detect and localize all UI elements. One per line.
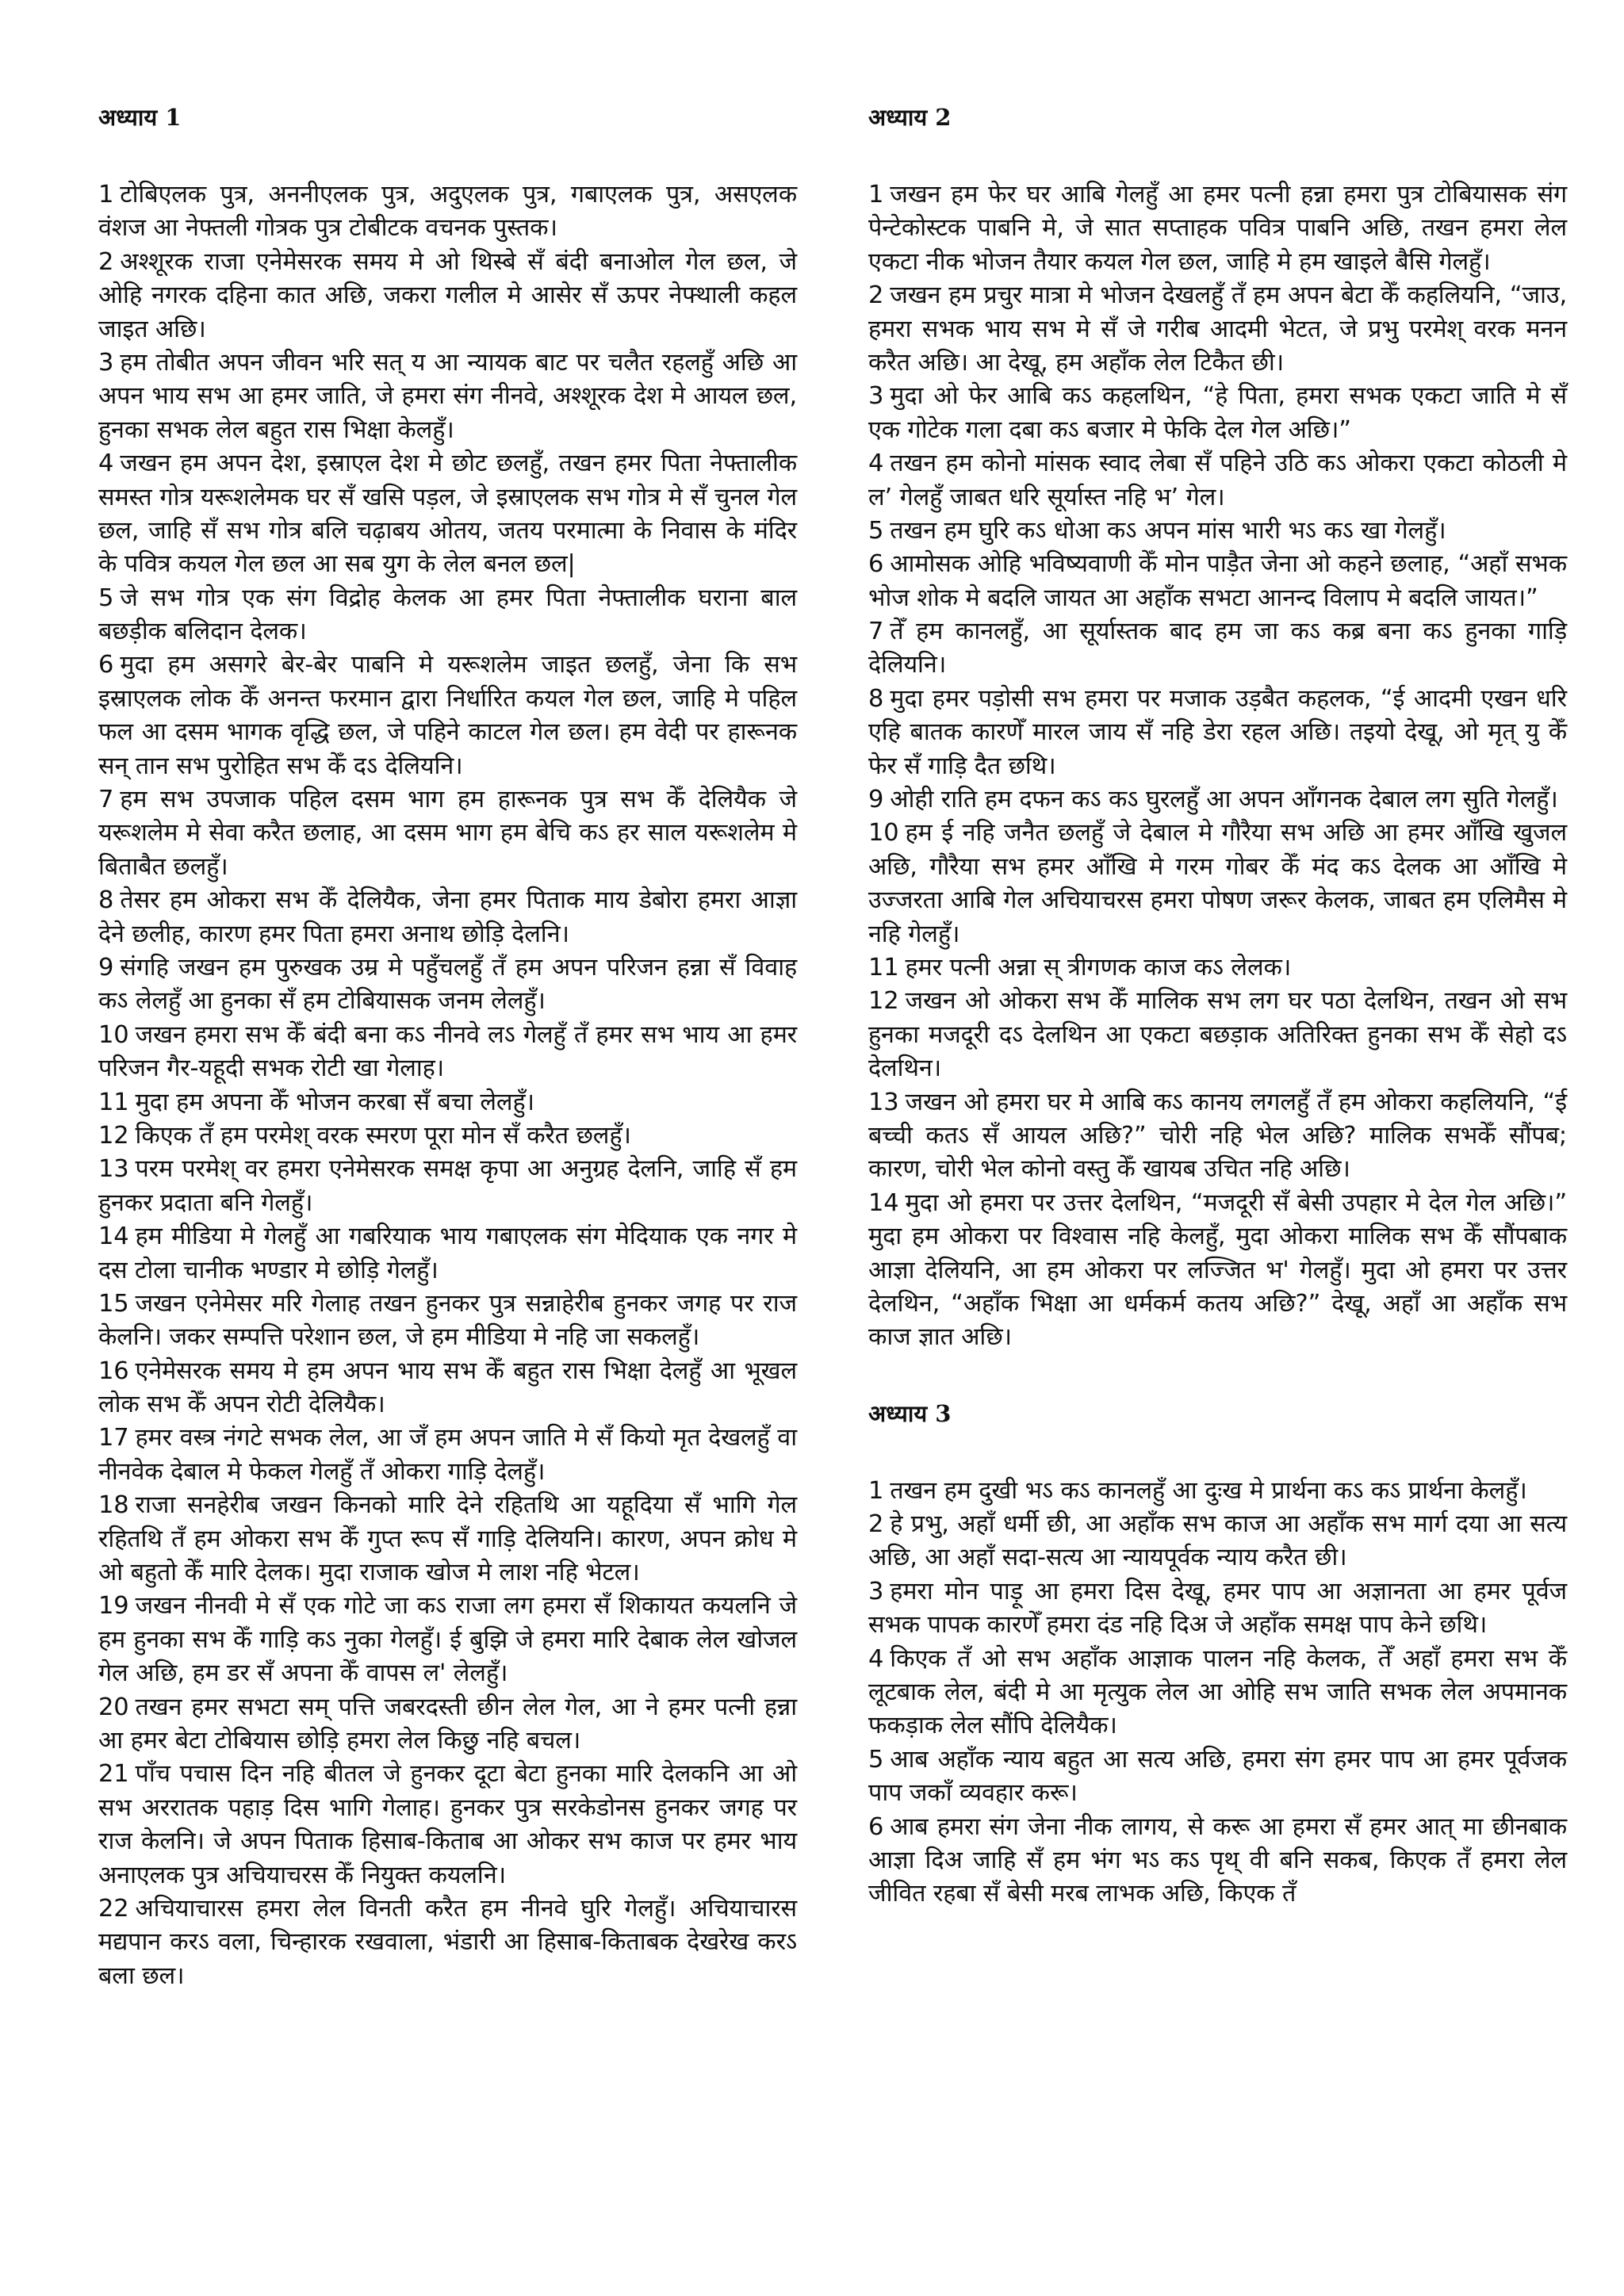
verse-number: 17 [98,1424,129,1452]
verse [868,380,1567,447]
verse-text: जखन एनेमेसर मरि गेलाह तखन हुनकर पुत्र सन्नाहेरीब हुनकर जगह पर राज केलनि। जकर सम्पत्ति परेशान छल, जे हम मीडिया मे नहि जा सकलहुँ। [98,1289,797,1352]
verse [98,1892,797,1993]
verse-number: 12 [98,1121,129,1150]
verse [98,1422,797,1489]
verse-text: किएक तँ हम परमेश्‌ वरक स्मरण पूरा मोन सँ करैत छलहुँ। [135,1121,631,1150]
verse [98,447,797,582]
verse-number: 9 [98,953,114,982]
chapter-heading: अध्याय 3 [868,1399,952,1427]
verse-text: तखन हम घुरि कऽ धोआ कऽ अपन मांस भारी भऽ कऽ खा गेलहुँ। [890,516,1446,545]
verse [868,683,1567,783]
verse-number: 19 [98,1592,129,1621]
verse-number: 14 [868,1188,899,1217]
verse [98,1288,797,1355]
verse-number: 20 [98,1693,129,1721]
verse-number: 10 [868,819,899,848]
verse-number: 5 [868,516,884,545]
verse-text: जखन हमरा सभ केँ बंदी बना कऽ नीनवे लऽ गेलहुँ तँ हमर सभ भाय आ हमर परिजन गैर-यहूदी सभक रोटी खा गेलाह। [98,1020,797,1083]
verse [868,615,1567,683]
verse-number: 3 [868,382,884,411]
verse-number: 3 [98,348,114,377]
verse [868,178,1567,279]
verse-number: 11 [868,953,899,982]
verse-text: मुदा ओ फेर आबि कऽ कहलथिन, “हे पिता, हमरा सभक एकटा जाति मे सँ एक गोटेक गला दबा कऽ बजार मे फेकि देल गेल अछि।” [868,382,1567,444]
verse [98,1153,797,1220]
verse-text: हम तोबीत अपन जीवन भरि सत्‌ य आ न्यायक बाट पर चलैत रहलहुँ अछि आ अपन भाय सभ आ हमर जाति, जे हमरा संग नीनवे, अश्शूरक देश मे आयल छल, हुनका सभक लेल बहुत रास भिक्षा केलहुँ। [98,348,797,444]
verse [868,951,1567,985]
verse-number: 2 [868,281,884,310]
verse-text: आमोसक ओहि भविष्यवाणी केँ मोन पाड़ैत जेना ओ कहने छलाह, “अहाँ सभक भोज शोक मे बदलि जायत आ अहाँक सभटा आनन्द विलाप मे बदलि जायत।” [868,550,1567,612]
verse-number: 7 [98,786,114,814]
verse-number: 6 [868,1812,884,1841]
verse-text: परम परमेश्‌ वर हमरा एनेमेसरक समक्ष कृपा आ अनुग्रह देलनि, जाहि सँ हम हुनकर प्रदाता बनि गेलहुँ। [98,1155,797,1217]
verse [868,447,1567,515]
verse-number: 5 [868,1745,884,1774]
verse-text: पाँच पचास दिन नहि बीतल जे हुनकर दूटा बेटा हुनका मारि देलकनि आ ओ सभ अररातक पहाड़ दिस भागि गेलाह। हुनकर पुत्र सरकेडोनस हुनकर जगह पर राज केलनि। जे अपन पिताक हिसाब-किताब आ ओकर सभ काज पर हमर भाय अनाएलक पुत्र अचियाचरस केँ नियुक्त कयलनि। [98,1760,797,1889]
verse-number: 12 [868,987,899,1016]
verse-number: 2 [98,247,114,276]
verse [868,817,1567,951]
verse-text: तेँ हम कानलहुँ, आ सूर्यास्तक बाद हम जा कऽ कब्र बना कऽ हुनका गाड़ि देलियनि। [868,618,1567,679]
verse-text: ओही राति हम दफन कऽ कऽ घुरलहुँ आ अपन आँगनक देबाल लग सुति गेलहुँ। [890,786,1558,814]
text-column [868,94,1567,2296]
verse-number: 8 [98,886,114,915]
verse [868,1508,1567,1575]
verse [98,246,797,346]
verse-text: जखन ओ ओकरा सभ केँ मालिक सभ लग घर पठा देलथिन, तखन ओ सभ हुनका मजदूरी दऽ देलथिन आ एकटा बछड़ाक अतिरिक्त हुनका सभ केँ सेहो दऽ देलथिन। [868,987,1567,1083]
verse [98,178,797,246]
chapter-section [868,1399,1567,1911]
verse-text: हमर पत्नी अन्ना स्‌ त्रीगणक काज कऽ लेलक। [905,953,1292,982]
verse-text: हमरा मोन पाड़ू आ हमरा दिस देखू, हमर पाप आ अज्ञानता आ हमर पूर्वज सभक पापक कारणेँ हमरा दंड नहि दिअ जे अहाँक समक्ष पाप केने छथि। [868,1577,1567,1640]
verse-number: 2 [868,1510,884,1539]
verse-number: 22 [98,1894,129,1923]
verse-number: 18 [98,1491,129,1520]
verse-number: 5 [98,584,114,612]
verse [868,985,1567,1085]
chapter-heading: अध्याय 2 [868,104,952,131]
verse [868,1743,1567,1811]
verse [868,515,1567,548]
verse-number: 16 [98,1357,129,1385]
chapter-section [868,106,1567,1355]
verse-number: 9 [868,786,884,814]
verse [868,783,1567,817]
verse-number: 4 [98,450,114,478]
verse [98,582,797,649]
verse-number: 21 [98,1760,129,1789]
verse [868,1575,1567,1643]
verse [98,1489,797,1590]
verse [98,783,797,884]
verse-text: टोबिएलक पुत्र, अननीएलक पुत्र, अदुएलक पुत्र, गबाएलक पुत्र, असएलक वंशज आ नेफ्तली गोत्रक पुत्र टोबीटक वचनक पुस्तक। [98,181,797,243]
verse-text: जखन हम अपन देश, इस्राएल देश मे छोट छलहुँ, तखन हमर पिता नेफ्तालीक समस्त गोत्र यरूशलेमक घर सँ खसि पड़ल, जे इस्राएलक सभ गोत्र मे सँ चुनल गेल छल, जाहि सँ सभ गोत्र बलि चढ़ाबय ओतय, जतय परमात्मा के निवास के मंदिर के पवित्र कयल गेल छल आ सब युग के लेल बनल छल| [98,450,797,579]
verse [98,951,797,1019]
verse [98,1019,797,1086]
verse-text: जखन हम प्रचुर मात्रा मे भोजन देखलहुँ तँ हम अपन बेटा केँ कहलियनि, “जाउ, हमरा सभक भाय सभ मे सँ जे गरीब आदमी भेटत, जे प्रभु परमेश्‌ वरक मनन करैत अछि। आ देखू, हम अहाँक लेल टिकैत छी। [868,281,1567,377]
verse-text: हम ई नहि जनैत छलहुँ जे देबाल मे गौरैया सभ अछि आ हमर आँखि खुजल अछि, गौरैया सभ हमर आँखि मे गरम गोबर केँ मंद कऽ देलक आ आँखि मे उज्जरता आबि गेल अचियाचरस हमरा पोषण जरूर केलक, जाबत हम एलिमैस मे नहि गेलहुँ। [868,819,1567,948]
verse-text: संगहि जखन हम पुरुखक उम्र मे पहुँचलहुँ तँ हम अपन परिजन हन्ना सँ विवाह कऽ लेलहुँ आ हुनका सँ हम टोबियासक जनम लेलहुँ। [98,953,797,1016]
verse [98,1691,797,1758]
verse [868,1643,1567,1743]
chapter-heading: अध्याय 1 [98,104,182,131]
verse-text: हे प्रभु, अहाँ धर्मी छी, आ अहाँक सभ काज आ अहाँक सभ मार्ग दया आ सत्य अछि, आ अहाँ सदा-सत्य आ न्यायपूर्वक न्याय करैत छी। [868,1510,1567,1572]
verse [98,1758,797,1892]
verse-number: 1 [98,181,114,209]
verse [98,1119,797,1153]
verse-number: 13 [98,1155,129,1184]
verse [98,649,797,783]
verse [868,1811,1567,1911]
verse-number: 10 [98,1020,129,1049]
verse-text: मुदा हम असगरे बेर-बेर पाबनि मे यरूशलेम जाइत छलहुँ, जेना कि सभ इस्राएलक लोक केँ अनन्त फरमान द्वारा निर्धारित कयल गेल छल, जाहि मे पहिल फल आ दसम भागक वृद्धि छल, जे पहिने काटल गेल छल। हम वेदी पर हारूनक सन्‌ तान सभ पुरोहित सभ केँ दऽ देलियनि। [98,651,797,780]
verse-number: 4 [868,1644,884,1673]
verse-text: मुदा ओ हमरा पर उत्तर देलथिन, “मजदूरी सँ बेसी उपहार मे देल गेल अछि।” मुदा हम ओकरा पर विश्वास नहि केलहुँ, मुदा ओकरा मालिक सभ केँ सौंपबाक आज्ञा देलियनि, आ हम ओकरा पर लज्जित भ' गेलहुँ। मुदा ओ हमरा पर उत्तर देलथिन, “अहाँक भिक्षा आ धर्मकर्म कतय अछि?” देखू, अहाँ आ अहाँक सभ काज ज्ञात अछि। [868,1188,1567,1352]
verse [868,279,1567,380]
verse-text: मुदा हमर पड़ोसी सभ हमरा पर मजाक उड़बैत कहलक, “ई आदमी एखन धरि एहि बातक कारणेँ मारल जाय सँ नहि डेरा रहल अछि। तइयो देखू, ओ मृत्‌ यु केँ फेर सँ गाड़ि दैत छथि। [868,684,1567,780]
text-column [98,94,797,2296]
verse-text: जखन ओ हमरा घर मे आबि कऽ कानय लगलहुँ तँ हम ओकरा कहलियनि, “ई बच्ची कतऽ सँ आयल अछि?” चोरी नहि भेल अछि? मालिक सभकेँ सौंपब; कारण, चोरी भेल कोनो वस्तु केँ खायब उचित नहि अछि। [868,1088,1567,1184]
verse-text: तखन हम कोनो मांसक स्वाद लेबा सँ पहिने उठि कऽ ओकरा एकटा कोठली मे ल’ गेलहुँ जाबत धरि सूर्यास्त नहि भ’ गेल। [868,450,1567,511]
verse-number: 1 [868,181,884,209]
verse-text: राजा सनहेरीब जखन किनको मारि देने रहितथि आ यहूदिया सँ भागि गेल रहितथि तँ हम ओकरा सभ केँ गुप्त रूप सँ गाड़ि देलियनि। कारण, अपन क्रोध मे ओ बहुतो केँ मारि देलक। मुदा राजाक खोज मे लाश नहि भेटल। [98,1491,797,1587]
verse-text: जे सभ गोत्र एक संग विद्रोह केलक आ हमर पिता नेफ्तालीक घराना बाल बछड़ीक बलिदान देलक। [98,584,797,646]
verse-text: हमर वस्त्र नंगटे सभक लेल, आ जँ हम अपन जाति मे सँ कियो मृत देखलहुँ वा नीनवेक देबाल मे फेकल गेलहुँ तँ ओकरा गाड़ि देलहुँ। [98,1424,797,1486]
verse-text: हम सभ उपजाक पहिल दसम भाग हम हारूनक पुत्र सभ केँ देलियैक जे यरूशलेम मे सेवा करैत छलाह, आ दसम भाग हम बेचि कऽ हर साल यरूशलेम मे बिताबैत छलहुँ। [98,786,797,881]
verse [98,1220,797,1288]
verse-text: तखन हमर सभटा सम्‌ पत्ति जबरदस्ती छीन लेल गेल, आ ने हमर पत्नी हन्ना आ हमर बेटा टोबियास छोड़ि हमरा लेल किछु नहि बचल। [98,1693,797,1755]
verse-text: जखन हम फेर घर आबि गेलहुँ आ हमर पत्नी हन्ना हमरा पुत्र टोबियासक संग पेन्टेकोस्टक पाबनि मे, जे सात सप्ताहक पवित्र पाबनि अछि, तखन हमरा लेल एकटा नीक भोजन तैयार कयल गेल छल, जाहि मे हम खाइले बैसि गेलहुँ। [868,181,1567,276]
verse-number: 11 [98,1088,129,1116]
verse-number: 7 [868,618,884,646]
chapter-section [98,106,797,1993]
verse-text: किएक तँ ओ सभ अहाँक आज्ञाक पालन नहि केलक, तेँ अहाँ हमरा सभ केँ लूटबाक लेल, बंदी मे आ मृत्युक लेल आ ओहि सभ जाति सभक लेल अपमानक फकड़ाक लेल सौंपि देलियैक। [868,1644,1567,1740]
verse-text: जखन नीनवी मे सँ एक गोटे जा कऽ राजा लग हमरा सँ शिकायत कयलनि जे हम हुनका सभ केँ गाड़ि कऽ नुका गेलहुँ। ई बुझि जे हमरा मारि देबाक लेल खोजल गेल अछि, हम डर सँ अपना केँ वापस ल' लेलहुँ। [98,1592,797,1688]
verse [868,1086,1567,1187]
verse [98,884,797,951]
verse-text: आब हमरा संग जेना नीक लागय, से करू आ हमरा सँ हमर आत्‌ मा छीनबाक आज्ञा दिअ जाहि सँ हम भंग भऽ कऽ पृथ्‌ वी बनि सकब, किएक तँ हमरा लेल जीवित रहबा सँ बेसी मरब लाभक अछि, किएक तँ [868,1812,1567,1908]
verse [868,1187,1567,1355]
verse [98,346,797,447]
verse [868,1475,1567,1508]
verse-number: 6 [98,651,114,679]
verse-text: तखन हम दुखी भऽ कऽ कानलहुँ आ दुःख मे प्रार्थना कऽ कऽ प्रार्थना केलहुँ। [890,1476,1527,1505]
verse-number: 15 [98,1289,129,1318]
verse-text: मुदा हम अपना केँ भोजन करबा सँ बचा लेलहुँ। [135,1088,534,1116]
verse-text: अचियाचारस हमरा लेल विनती करैत हम नीनवे घुरि गेलहुँ। अचियाचारस मद्यपान करऽ वला, चिन्हारक रखवाला, भंडारी आ हिसाब-किताबक देखरेख करऽ बला छल। [98,1894,797,1990]
verse [868,548,1567,615]
verse-number: 3 [868,1577,884,1605]
verse-number: 1 [868,1476,884,1505]
verse-number: 14 [98,1223,129,1251]
verse-number: 13 [868,1088,899,1116]
verse [98,1086,797,1119]
verse [98,1590,797,1690]
verse-text: एनेमेसरक समय मे हम अपन भाय सभ केँ बहुत रास भिक्षा देलहुँ आ भूखल लोक सभ केँ अपन रोटी देलियैक। [98,1357,797,1419]
verse-number: 8 [868,684,884,713]
verse [98,1355,797,1422]
verse-number: 6 [868,550,884,579]
verse-text: हम मीडिया मे गेलहुँ आ गबरियाक भाय गबाएलक संग मेदियाक एक नगर मे दस टोला चानीक भण्डार मे छोड़ि गेलहुँ। [98,1223,797,1284]
verse-text: तेसर हम ओकरा सभ केँ देलियैक, जेना हमर पिताक माय डेबोरा हमरा आज्ञा देने छलीह, कारण हमर पिता हमरा अनाथ छोड़ि देलनि। [98,886,797,948]
verse-text: आब अहाँक न्याय बहुत आ सत्य अछि, हमरा संग हमर पाप आ हमर पूर्वजक पाप जकाँ व्यवहार करू। [868,1745,1567,1808]
verse-number: 4 [868,450,884,478]
verse-text: अश्शूरक राजा एनेमेसरक समय मे ओ थिस्बे सँ बंदी बनाओल गेल छल, जे ओहि नगरक दहिना कात अछि, जकरा गलील मे आसेर सँ ऊपर नेफ्थाली कहल जाइत अछि। [98,247,797,343]
